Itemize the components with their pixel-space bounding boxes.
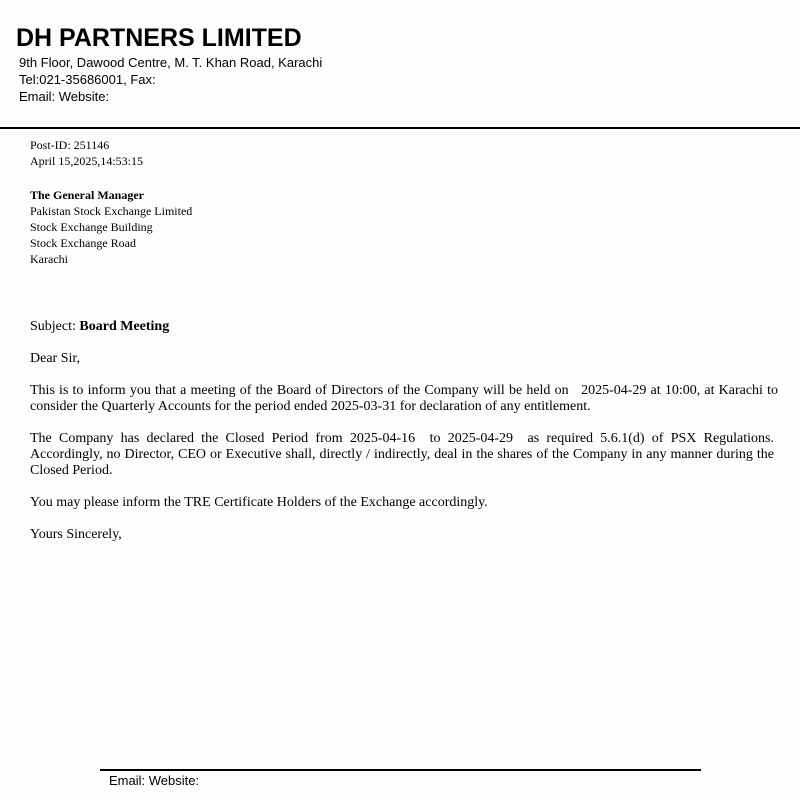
salutation: Dear Sir, — [30, 351, 80, 366]
footer-email-website: Email: Website: — [109, 773, 200, 788]
post-datetime: April 15,2025,14:53:15 — [30, 154, 143, 168]
paragraph-closed-period: The Company has declared the Closed Period from 2025-04-16 to 2025-04-29 as required 5.6.1(d) of PSX Regulations. Accordingly, no Director, CEO or Executive shall, directly / indirectly, deal in the shares of the Company in any manner during the Closed Period. — [30, 431, 778, 478]
subject-label: Subject: — [30, 319, 76, 334]
footer-divider — [100, 769, 701, 771]
recipient-line: Pakistan Stock Exchange Limited — [30, 204, 193, 218]
recipient-title: The General Manager — [30, 188, 144, 202]
post-id: Post-ID: 251146 — [30, 138, 110, 152]
company-address: 9th Floor, Dawood Centre, M. T. Khan Road, Karachi — [19, 55, 323, 70]
recipient-line: Stock Exchange Building — [30, 220, 153, 234]
paragraph-board-meeting: This is to inform you that a meeting of the Board of Directors of the Company will be held on 2025-04-29 at 10:00, at Karachi to consider the Quarterly Accounts for the period ended 2025-03-31 for declaration of any entitlement. — [30, 383, 782, 414]
company-name: DH PARTNERS LIMITED — [16, 24, 302, 52]
subject-line — [30, 319, 778, 335]
recipient-line: Stock Exchange Road — [30, 236, 136, 250]
company-phone-fax: Tel:021-35686001, Fax: — [19, 72, 156, 87]
company-email-website: Email: Website: — [19, 89, 110, 104]
subject-value: Board Meeting — [79, 319, 170, 334]
closing: Yours Sincerely, — [30, 527, 122, 542]
header-divider — [0, 127, 800, 129]
paragraph-inform: You may please inform the TRE Certificate Holders of the Exchange accordingly. — [30, 495, 488, 510]
recipient-line: Karachi — [30, 252, 68, 266]
